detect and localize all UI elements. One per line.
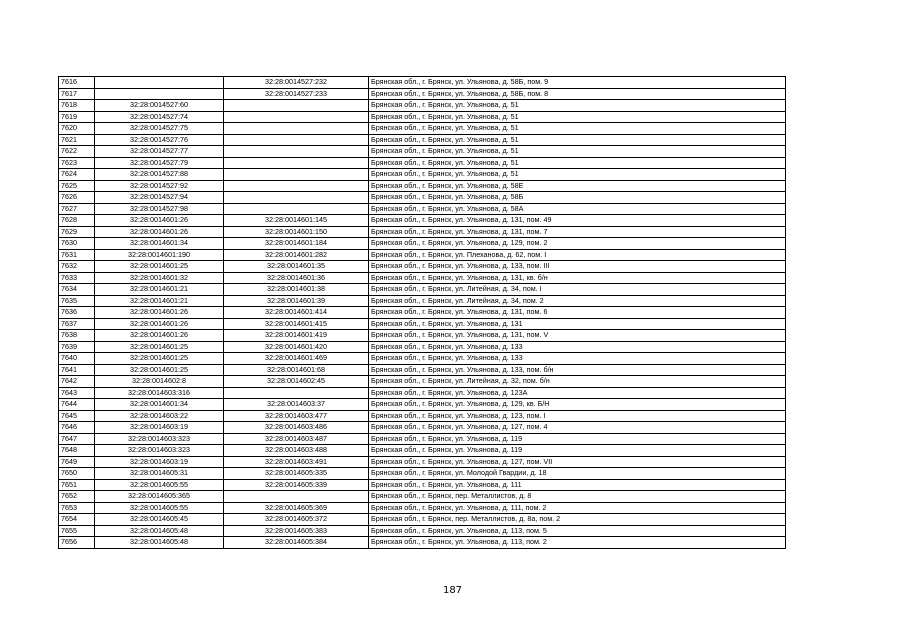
table-row	[59, 433, 786, 445]
registry-table	[58, 76, 786, 549]
address-cell: Брянская обл., г. Брянск, ул. Ульянова, д. 131	[369, 318, 786, 330]
premises-cadastral-number-cell: 32:28:0014601:420	[224, 341, 369, 353]
cadastral-number-cell: 32:28:0014601:26	[95, 215, 224, 227]
row-number-cell: 7630	[59, 238, 95, 250]
cadastral-number-cell: 32:28:0014601:190	[95, 249, 224, 261]
premises-cadastral-number-cell: 32:28:0014603:37	[224, 399, 369, 411]
table-row	[59, 226, 786, 238]
table-row	[59, 123, 786, 135]
table-row	[59, 215, 786, 227]
address-cell: Брянская обл., г. Брянск, ул. Ульянова, д. 51	[369, 169, 786, 181]
cadastral-number-cell: 32:28:0014605:365	[95, 491, 224, 503]
cadastral-number-cell: 32:28:0014527:60	[95, 100, 224, 112]
row-number-cell: 7656	[59, 537, 95, 549]
table-row	[59, 341, 786, 353]
address-cell: Брянская обл., г. Брянск, ул. Литейная, д. 32, пом. б/н	[369, 376, 786, 388]
premises-cadastral-number-cell: 32:28:0014605:372	[224, 514, 369, 526]
table-row	[59, 410, 786, 422]
address-cell: Брянская обл., г. Брянск, ул. Плеханова, д. 62, пом. I	[369, 249, 786, 261]
row-number-cell: 7623	[59, 157, 95, 169]
row-number-cell: 7629	[59, 226, 95, 238]
premises-cadastral-number-cell	[224, 134, 369, 146]
premises-cadastral-number-cell: 32:28:0014601:469	[224, 353, 369, 365]
address-cell: Брянская обл., г. Брянск, ул. Ульянова, д. 127, пом. 4	[369, 422, 786, 434]
address-cell: Брянская обл., г. Брянск, пер. Металлистов, д. 8а, пом. 2	[369, 514, 786, 526]
row-number-cell: 7627	[59, 203, 95, 215]
address-cell: Брянская обл., г. Брянск, ул. Ульянова, д. 131, пом. 49	[369, 215, 786, 227]
address-cell: Брянская обл., г. Брянск, ул. Ульянова, д. 133	[369, 353, 786, 365]
row-number-cell: 7635	[59, 295, 95, 307]
table-row	[59, 353, 786, 365]
cadastral-number-cell: 32:28:0014527:98	[95, 203, 224, 215]
table-row	[59, 318, 786, 330]
row-number-cell: 7622	[59, 146, 95, 158]
row-number-cell: 7628	[59, 215, 95, 227]
table-row	[59, 514, 786, 526]
address-cell: Брянская обл., г. Брянск, ул. Ульянова, д. 51	[369, 123, 786, 135]
address-cell: Брянская обл., г. Брянск, ул. Ульянова, д. 127, пом. VII	[369, 456, 786, 468]
address-cell: Брянская обл., г. Брянск, ул. Литейная, д. 34, пом. 2	[369, 295, 786, 307]
row-number-cell: 7636	[59, 307, 95, 319]
row-number-cell: 7644	[59, 399, 95, 411]
cadastral-number-cell: 32:28:0014601:25	[95, 364, 224, 376]
premises-cadastral-number-cell	[224, 387, 369, 399]
premises-cadastral-number-cell: 32:28:0014605:369	[224, 502, 369, 514]
address-cell: Брянская обл., г. Брянск, ул. Ульянова, д. 51	[369, 134, 786, 146]
premises-cadastral-number-cell: 32:28:0014603:487	[224, 433, 369, 445]
row-number-cell: 7647	[59, 433, 95, 445]
table-row	[59, 387, 786, 399]
cadastral-number-cell: 32:28:0014527:75	[95, 123, 224, 135]
cadastral-number-cell: 32:28:0014601:26	[95, 318, 224, 330]
table-row	[59, 491, 786, 503]
premises-cadastral-number-cell: 32:28:0014602:45	[224, 376, 369, 388]
page-number: 187	[442, 585, 463, 596]
cadastral-number-cell: 32:28:0014527:76	[95, 134, 224, 146]
table-row	[59, 134, 786, 146]
cadastral-number-cell: 32:28:0014603:19	[95, 456, 224, 468]
premises-cadastral-number-cell: 32:28:0014527:233	[224, 88, 369, 100]
cadastral-number-cell: 32:28:0014605:55	[95, 479, 224, 491]
cadastral-number-cell: 32:28:0014605:48	[95, 525, 224, 537]
table-row	[59, 111, 786, 123]
row-number-cell: 7655	[59, 525, 95, 537]
row-number-cell: 7646	[59, 422, 95, 434]
premises-cadastral-number-cell: 32:28:0014601:36	[224, 272, 369, 284]
address-cell: Брянская обл., г. Брянск, ул. Ульянова, д. 133	[369, 341, 786, 353]
premises-cadastral-number-cell: 32:28:0014601:145	[224, 215, 369, 227]
address-cell: Брянская обл., г. Брянск, ул. Ульянова, д. 51	[369, 146, 786, 158]
premises-cadastral-number-cell: 32:28:0014605:339	[224, 479, 369, 491]
row-number-cell: 7640	[59, 353, 95, 365]
address-cell: Брянская обл., г. Брянск, ул. Ульянова, д. 51	[369, 157, 786, 169]
row-number-cell: 7624	[59, 169, 95, 181]
address-cell: Брянская обл., г. Брянск, ул. Молодой Гвардии, д. 18	[369, 468, 786, 480]
row-number-cell: 7653	[59, 502, 95, 514]
row-number-cell: 7619	[59, 111, 95, 123]
address-cell: Брянская обл., г. Брянск, ул. Ульянова, д. 119	[369, 433, 786, 445]
row-number-cell: 7620	[59, 123, 95, 135]
address-cell: Брянская обл., г. Брянск, ул. Ульянова, д. 129, кв. Б/Н	[369, 399, 786, 411]
row-number-cell: 7654	[59, 514, 95, 526]
table-row	[59, 456, 786, 468]
cadastral-number-cell: 32:28:0014601:34	[95, 238, 224, 250]
row-number-cell: 7621	[59, 134, 95, 146]
premises-cadastral-number-cell: 32:28:0014601:68	[224, 364, 369, 376]
cadastral-number-cell: 32:28:0014603:323	[95, 445, 224, 457]
cadastral-number-cell	[95, 88, 224, 100]
premises-cadastral-number-cell: 32:28:0014603:486	[224, 422, 369, 434]
table-row	[59, 249, 786, 261]
cadastral-number-cell: 32:28:0014605:55	[95, 502, 224, 514]
address-cell: Брянская обл., г. Брянск, ул. Ульянова, д. 133, пом. б/н	[369, 364, 786, 376]
address-cell: Брянская обл., г. Брянск, ул. Ульянова, д. 123, пом. I	[369, 410, 786, 422]
cadastral-number-cell: 32:28:0014602:8	[95, 376, 224, 388]
cadastral-number-cell: 32:28:0014527:77	[95, 146, 224, 158]
address-cell: Брянская обл., г. Брянск, ул. Ульянова, д. 58Е	[369, 180, 786, 192]
table-row	[59, 295, 786, 307]
table-row	[59, 537, 786, 549]
address-cell: Брянская обл., г. Брянск, ул. Ульянова, д. 119	[369, 445, 786, 457]
row-number-cell: 7632	[59, 261, 95, 273]
cadastral-number-cell: 32:28:0014527:94	[95, 192, 224, 204]
row-number-cell: 7617	[59, 88, 95, 100]
row-number-cell: 7639	[59, 341, 95, 353]
table-row	[59, 238, 786, 250]
cadastral-number-cell: 32:28:0014605:48	[95, 537, 224, 549]
address-cell: Брянская обл., г. Брянск, ул. Ульянова, д. 51	[369, 100, 786, 112]
row-number-cell: 7649	[59, 456, 95, 468]
table-row	[59, 376, 786, 388]
cadastral-number-cell: 32:28:0014527:88	[95, 169, 224, 181]
table-row	[59, 284, 786, 296]
table-row	[59, 525, 786, 537]
address-cell: Брянская обл., г. Брянск, ул. Ульянова, д. 133, пом. III	[369, 261, 786, 273]
row-number-cell: 7638	[59, 330, 95, 342]
address-cell: Брянская обл., г. Брянск, ул. Ульянова, д. 131, пом. 6	[369, 307, 786, 319]
row-number-cell: 7648	[59, 445, 95, 457]
premises-cadastral-number-cell: 32:28:0014605:384	[224, 537, 369, 549]
premises-cadastral-number-cell	[224, 123, 369, 135]
premises-cadastral-number-cell: 32:28:0014601:150	[224, 226, 369, 238]
premises-cadastral-number-cell: 32:28:0014601:414	[224, 307, 369, 319]
address-cell: Брянская обл., г. Брянск, ул. Ульянова, д. 129, пом. 2	[369, 238, 786, 250]
cadastral-number-cell: 32:28:0014601:26	[95, 307, 224, 319]
row-number-cell: 7631	[59, 249, 95, 261]
premises-cadastral-number-cell: 32:28:0014605:383	[224, 525, 369, 537]
address-cell: Брянская обл., г. Брянск, ул. Ульянова, д. 123А	[369, 387, 786, 399]
premises-cadastral-number-cell: 32:28:0014601:184	[224, 238, 369, 250]
table-row	[59, 364, 786, 376]
address-cell: Брянская обл., г. Брянск, ул. Ульянова, д. 58Б, пом. 9	[369, 77, 786, 89]
table-row	[59, 422, 786, 434]
row-number-cell: 7634	[59, 284, 95, 296]
row-number-cell: 7652	[59, 491, 95, 503]
cadastral-number-cell: 32:28:0014527:92	[95, 180, 224, 192]
row-number-cell: 7625	[59, 180, 95, 192]
cadastral-number-cell: 32:28:0014601:26	[95, 330, 224, 342]
address-cell: Брянская обл., г. Брянск, ул. Ульянова, д. 111	[369, 479, 786, 491]
cadastral-number-cell: 32:28:0014601:21	[95, 284, 224, 296]
premises-cadastral-number-cell	[224, 157, 369, 169]
address-cell: Брянская обл., г. Брянск, ул. Ульянова, д. 58А	[369, 203, 786, 215]
address-cell: Брянская обл., г. Брянск, пер. Металлистов, д. 8	[369, 491, 786, 503]
address-cell: Брянская обл., г. Брянск, ул. Ульянова, д. 131, кв. б/н	[369, 272, 786, 284]
premises-cadastral-number-cell: 32:28:0014603:488	[224, 445, 369, 457]
address-cell: Брянская обл., г. Брянск, ул. Ульянова, д. 113, пом. 5	[369, 525, 786, 537]
premises-cadastral-number-cell: 32:28:0014603:491	[224, 456, 369, 468]
cadastral-number-cell: 32:28:0014601:25	[95, 353, 224, 365]
table-row	[59, 445, 786, 457]
premises-cadastral-number-cell: 32:28:0014605:335	[224, 468, 369, 480]
premises-cadastral-number-cell	[224, 100, 369, 112]
cadastral-number-cell: 32:28:0014527:79	[95, 157, 224, 169]
row-number-cell: 7645	[59, 410, 95, 422]
cadastral-number-cell: 32:28:0014603:19	[95, 422, 224, 434]
address-cell: Брянская обл., г. Брянск, ул. Литейная, д. 34, пом. I	[369, 284, 786, 296]
table-row	[59, 88, 786, 100]
cadastral-number-cell: 32:28:0014527:74	[95, 111, 224, 123]
premises-cadastral-number-cell: 32:28:0014601:38	[224, 284, 369, 296]
row-number-cell: 7626	[59, 192, 95, 204]
row-number-cell: 7650	[59, 468, 95, 480]
premises-cadastral-number-cell: 32:28:0014527:232	[224, 77, 369, 89]
cadastral-number-cell: 32:28:0014605:45	[95, 514, 224, 526]
cadastral-number-cell: 32:28:0014605:31	[95, 468, 224, 480]
table-row	[59, 261, 786, 273]
cadastral-number-cell: 32:28:0014603:316	[95, 387, 224, 399]
premises-cadastral-number-cell: 32:28:0014601:419	[224, 330, 369, 342]
row-number-cell: 7618	[59, 100, 95, 112]
cadastral-number-cell: 32:28:0014601:25	[95, 341, 224, 353]
cadastral-number-cell: 32:28:0014603:323	[95, 433, 224, 445]
table-row	[59, 203, 786, 215]
table-row	[59, 100, 786, 112]
address-cell: Брянская обл., г. Брянск, ул. Ульянова, д. 113, пом. 2	[369, 537, 786, 549]
registry-table-body	[59, 77, 786, 549]
row-number-cell: 7642	[59, 376, 95, 388]
premises-cadastral-number-cell: 32:28:0014601:415	[224, 318, 369, 330]
premises-cadastral-number-cell	[224, 169, 369, 181]
address-cell: Брянская обл., г. Брянск, ул. Ульянова, д. 131, пом. V	[369, 330, 786, 342]
row-number-cell: 7641	[59, 364, 95, 376]
row-number-cell: 7616	[59, 77, 95, 89]
table-row	[59, 479, 786, 491]
premises-cadastral-number-cell: 32:28:0014603:477	[224, 410, 369, 422]
table-row	[59, 180, 786, 192]
cadastral-number-cell: 32:28:0014601:21	[95, 295, 224, 307]
table-row	[59, 272, 786, 284]
premises-cadastral-number-cell	[224, 491, 369, 503]
premises-cadastral-number-cell	[224, 203, 369, 215]
premises-cadastral-number-cell: 32:28:0014601:282	[224, 249, 369, 261]
cadastral-number-cell: 32:28:0014601:34	[95, 399, 224, 411]
cadastral-number-cell: 32:28:0014601:32	[95, 272, 224, 284]
cadastral-number-cell: 32:28:0014601:25	[95, 261, 224, 273]
cadastral-number-cell	[95, 77, 224, 89]
row-number-cell: 7637	[59, 318, 95, 330]
premises-cadastral-number-cell	[224, 111, 369, 123]
table-row	[59, 146, 786, 158]
row-number-cell: 7633	[59, 272, 95, 284]
address-cell: Брянская обл., г. Брянск, ул. Ульянова, д. 58Б	[369, 192, 786, 204]
table-row	[59, 502, 786, 514]
table-row	[59, 399, 786, 411]
premises-cadastral-number-cell	[224, 146, 369, 158]
table-row	[59, 77, 786, 89]
premises-cadastral-number-cell	[224, 192, 369, 204]
table-row	[59, 192, 786, 204]
table-row	[59, 468, 786, 480]
premises-cadastral-number-cell	[224, 180, 369, 192]
table-row	[59, 330, 786, 342]
address-cell: Брянская обл., г. Брянск, ул. Ульянова, д. 131, пом. 7	[369, 226, 786, 238]
address-cell: Брянская обл., г. Брянск, ул. Ульянова, д. 58Б, пом. 8	[369, 88, 786, 100]
address-cell: Брянская обл., г. Брянск, ул. Ульянова, д. 51	[369, 111, 786, 123]
cadastral-number-cell: 32:28:0014603:22	[95, 410, 224, 422]
premises-cadastral-number-cell: 32:28:0014601:35	[224, 261, 369, 273]
row-number-cell: 7651	[59, 479, 95, 491]
cadastral-number-cell: 32:28:0014601:26	[95, 226, 224, 238]
table-row	[59, 307, 786, 319]
table-row	[59, 157, 786, 169]
table-row	[59, 169, 786, 181]
premises-cadastral-number-cell: 32:28:0014601:39	[224, 295, 369, 307]
row-number-cell: 7643	[59, 387, 95, 399]
address-cell: Брянская обл., г. Брянск, ул. Ульянова, д. 111, пом. 2	[369, 502, 786, 514]
